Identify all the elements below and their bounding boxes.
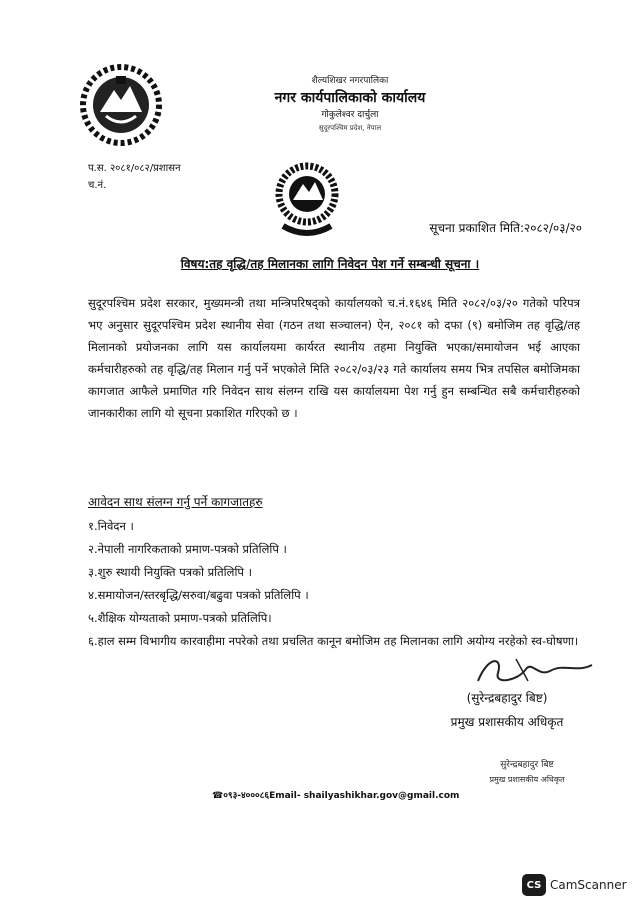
attachments-heading: आवेदन साथ संलग्न गर्नु पर्ने कागजातहरु (88, 495, 263, 509)
stamp-name: सुरेन्द्रबहादुर बिष्ट (500, 760, 554, 770)
list-item: २.नेपाली नागरिकताको प्रमाण-पत्रको प्रतिलिपि । (88, 542, 287, 556)
list-item: ४.समायोजन/स्तरबृद्धि/सरुवा/बढुवा पत्रको प्रतिलिपि । (88, 588, 309, 602)
office-name: नगर कार्यपालिकाको कार्यालय (274, 90, 426, 106)
camscanner-label: CamScanner (550, 878, 627, 892)
stamp-title: प्रमुख प्रशासकीय अधिकृत (489, 775, 565, 784)
subject-line: विषय:तह वृद्धि/तह मिलानका लागि निवेदन पेश गर्ने सम्बन्धी सूचना । (180, 257, 480, 271)
list-item: १.निवेदन । (88, 519, 134, 533)
letterhead (240, 74, 460, 134)
reference-block (88, 160, 181, 194)
attachments-list (88, 515, 584, 652)
list-item: ३.शुरु स्थायी नियुक्ति पत्रको प्रतिलिपि । (88, 565, 252, 579)
handwritten-signature (468, 651, 600, 691)
camscanner-watermark (522, 874, 627, 896)
municipality-logo-icon (273, 160, 341, 240)
notice-body: सुदूरपश्चिम प्रदेश सरकार, मुख्यमन्त्री तथा मन्त्रिपरिषद्को कार्यालयको च.नं.१६४६ मिति २०८२/०३/२० गतेको परिपत्र भए अनुसार सुदूरपश्चिम प्रदेश स्थानीय सेवा (गठन तथा सञ्चालन) ऐन, २०८१ को दफा (९) बमोजिम तह वृद्धि/तह मिलानको प्रयोजनका लागि यस कार्यालयमा कार्यरत स्थानीय तहमा नियुक्ति भएका/समायोजन भई आएका कर्मचारीहरुको तह वृद्धि/तह मिलान गर्नु पर्ने भएकोले मिति २०८२/०३/२३ गते कार्यालय समय भित्र तपसिल बमोजिमका कागजात आफैले प्रमाणित गरि निवेदन साथ संलग्न राखि यस कार्यालयमा पेश गर्नु हुन सम्बन्धित सबै कर्मचारीहरुको जानकारीका लागि यो सूचना प्रकाशित गरिएको छ । (88, 296, 580, 420)
province-name: सुदूरपश्चिम प्रदेश, नेपाल (318, 124, 382, 132)
contact-footer: ☎०९३-४०००८६Email- shailyashikhar.gov@gmail.com (212, 791, 460, 801)
name-stamp (462, 758, 592, 786)
municipality-name: शैल्यशिखर नगरपालिका (311, 76, 389, 86)
published-date: सूचना प्रकाशित मिति:२०८२/०३/२० (429, 221, 582, 235)
letter-number: प.स. २०८१/०८२/प्रशासन (88, 163, 181, 174)
dispatch-number: च.नं. (88, 180, 107, 191)
camscanner-logo-icon: CS (522, 874, 546, 896)
signer-block (412, 688, 602, 732)
signer-name: (सुरेन्द्रबहादुर बिष्ट) (466, 691, 548, 705)
signer-title: प्रमुख प्रशासकीय अधिकृत (450, 715, 564, 729)
office-location: गोकुलेश्वर दार्चुला (321, 110, 379, 120)
emblem-icon (78, 62, 164, 148)
list-item: ५.शैक्षिक योग्यताको प्रमाण-पत्रको प्रतिलिपि। (88, 611, 272, 625)
list-item: ६.हाल सम्म विभागीय कारवाहीमा नपरेको तथा प्रचलित कानून बमोजिम तह मिलानका लागि अयोग्य नरहेको स्व-घोषणा। (88, 634, 579, 648)
